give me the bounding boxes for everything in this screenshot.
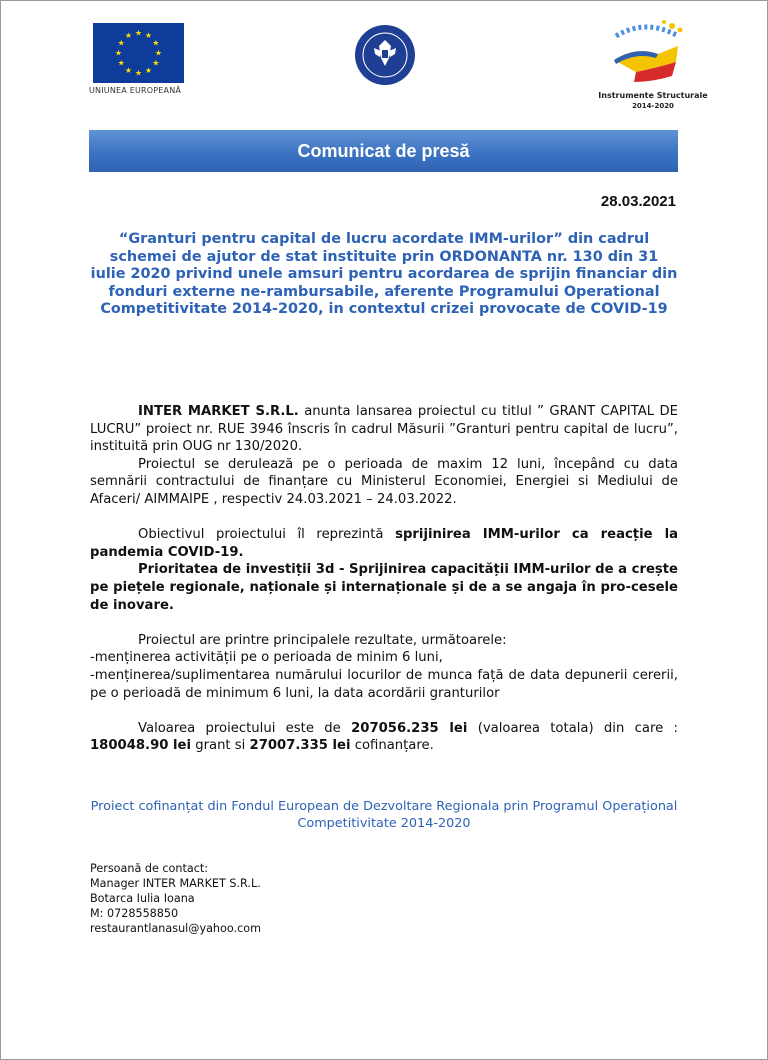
contact-name: Botarca Iulia Ioana — [90, 892, 195, 905]
cofinancing-note: Proiect cofinanțat din Fondul European de Dezvoltare Regionala prin Programul Operațional Competitivitate 2014-2020 — [90, 799, 678, 831]
contact-block — [90, 861, 261, 936]
contact-heading: Persoană de contact: — [90, 862, 209, 875]
eu-star-icon: ★ — [134, 68, 143, 78]
eu-star-icon: ★ — [124, 31, 133, 41]
grant-value: 180048.90 lei — [90, 738, 191, 754]
eu-star-icon: ★ — [144, 65, 153, 75]
romanian-government-seal-logo — [354, 24, 416, 86]
date: 28.03.2021 — [600, 193, 676, 210]
eu-star-icon: ★ — [144, 31, 153, 41]
contact-email[interactable]: restaurantlanasul@yahoo.com — [90, 922, 261, 935]
eu-star-icon: ★ — [114, 48, 123, 58]
eu-star-icon: ★ — [134, 28, 143, 38]
press-release-body — [90, 403, 678, 755]
eu-star-icon: ★ — [117, 58, 125, 68]
paragraph-intro: INTER MARKET S.R.L. anunta lansarea proiectul cu titlul ” GRANT CAPITAL DE LUCRU” proiect nr. RUE 3946 înscris în cadrul Măsurii ”Granturi pentru capital de lucru”, instituită prin OUG nr 130/2020. — [90, 404, 678, 455]
eu-star-icon: ★ — [124, 65, 133, 75]
paragraph-objective: Obiectivul proiectului îl reprezintă sprijinirea IMM-urilor ca reacție la pandemia COVID-19. — [90, 527, 678, 560]
cofinancing-value: 27007.335 lei — [249, 738, 351, 754]
eu-star-icon: ★ — [152, 38, 160, 48]
is-years: 2014-2020 — [632, 102, 674, 110]
eu-star-icon: ★ — [152, 58, 160, 68]
press-release-banner: Comunicat de presă — [89, 130, 678, 172]
contact-role: Manager INTER MARKET S.R.L. — [90, 877, 261, 890]
result-item: -menținerea/suplimentarea numărului locurilor de munca față de data depunerii cererii, pe o perioadă de minimum 6 luni, la data acordării granturilor — [90, 667, 678, 701]
paragraph-priority: Prioritatea de investiții 3d - Sprijinirea capacității IMM-urilor de a crește pe piețele regionale, naționale și internaționale și de a se angaja în pro-cesele de inovare. — [90, 562, 678, 613]
is-label: Instrumente Structurale — [598, 91, 708, 100]
eu-star-icon: ★ — [154, 48, 163, 58]
eu-label: UNIUNEA EUROPEANĂ — [89, 86, 182, 95]
paragraph-value: Valoarea proiectului este de 207056.235 lei (valoarea totala) din care : 180048.90 lei grant si 27007.335 lei cofinanțare. — [90, 720, 678, 754]
instrumente-structurale-logo — [606, 16, 688, 90]
paragraph-results: Proiectul are printre principalele rezultate, următoarele: — [138, 632, 507, 648]
result-item: -menținerea activității pe o perioada de minim 6 luni, — [90, 650, 443, 666]
press-release-title: “Granturi pentru capital de lucru acordate IMM-urilor” din cadrul schemei de ajutor de stat instituite prin ORDONANTA nr. 130 din 31 iulie 2020 privind unele amsuri pentru acordarea de sprijin financiar din fonduri externe ne-rambursabile, aferente Programului Operational Competitivitate 2014-2020, in contextul crizei provocate de COVID-19 — [90, 231, 678, 318]
eu-star-icon: ★ — [117, 38, 125, 48]
contact-phone: M: 0728558850 — [90, 907, 179, 920]
company-name: INTER MARKET S.R.L. — [138, 404, 299, 419]
paragraph-duration: Proiectul se derulează pe o perioada de maxim 12 luni, începând cu data semnării contractului de finanțare cu Ministerul Economiei, Energiei si Mediului de Afaceri/ AIMMAIPE , respectiv 24.03.2021 – 24.03.2022. — [90, 456, 678, 507]
total-value: 207056.235 lei — [351, 720, 468, 736]
eu-flag-logo — [93, 23, 184, 83]
